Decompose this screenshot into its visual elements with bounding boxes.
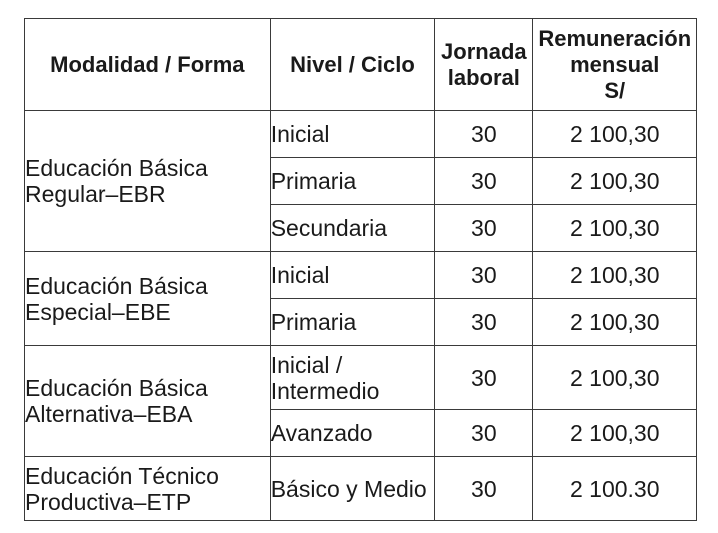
header-remuneracion <box>533 19 697 111</box>
jornada-cell: 30 <box>435 299 533 346</box>
header-jornada <box>435 19 533 111</box>
jornada-cell: 30 <box>435 158 533 205</box>
jornada-cell: 30 <box>435 346 533 410</box>
remuneracion-cell: 2 100,30 <box>533 410 697 457</box>
nivel-label: Secundaria <box>270 215 388 241</box>
table-row <box>25 111 697 158</box>
nivel-cell <box>270 205 434 252</box>
jornada-cell: 30 <box>435 252 533 299</box>
remuneracion-cell: 2 100,30 <box>533 299 697 346</box>
nivel-cell <box>270 410 434 457</box>
header-remuneracion-text: Remuneración mensual S/ <box>538 25 692 103</box>
nivel-label: Inicial / Intermedio <box>270 351 380 404</box>
nivel-label: Primaria <box>270 309 357 335</box>
nivel-label: Avanzado <box>270 420 373 446</box>
header-nivel: Nivel / Ciclo <box>270 19 434 111</box>
modalidad-cell <box>25 346 271 457</box>
table-row <box>25 346 697 410</box>
remuneracion-cell: 2 100.30 <box>533 457 697 521</box>
nivel-label: Básico y Medio <box>270 475 427 502</box>
nivel-label: Inicial <box>270 262 330 288</box>
remuneracion-cell: 2 100,30 <box>533 111 697 158</box>
nivel-cell <box>270 158 434 205</box>
modalidad-cell <box>25 457 271 521</box>
modalidad-label: Educación Básica Alternativa–EBA <box>25 375 208 427</box>
jornada-cell: 30 <box>435 111 533 158</box>
modalidad-label: Educación Técnico Productiva–ETP <box>25 462 219 515</box>
table-header-row <box>25 19 697 111</box>
header-jornada-text: Jornada laboral <box>441 38 527 90</box>
modalidad-cell <box>25 111 271 252</box>
nivel-cell <box>270 252 434 299</box>
remuneration-table <box>24 18 697 521</box>
remuneracion-cell: 2 100,30 <box>533 158 697 205</box>
nivel-cell <box>270 457 434 521</box>
remuneracion-cell: 2 100,30 <box>533 346 697 410</box>
jornada-cell: 30 <box>435 457 533 521</box>
nivel-label: Inicial <box>270 121 330 147</box>
nivel-cell <box>270 299 434 346</box>
remuneracion-cell: 2 100,30 <box>533 252 697 299</box>
remuneracion-cell: 2 100,30 <box>533 205 697 252</box>
header-modalidad: Modalidad / Forma <box>25 19 271 111</box>
modalidad-label: Educación Básica Regular–EBR <box>25 155 208 207</box>
nivel-cell <box>270 111 434 158</box>
table-row <box>25 457 697 521</box>
modalidad-cell <box>25 252 271 346</box>
nivel-cell <box>270 346 434 410</box>
jornada-cell: 30 <box>435 410 533 457</box>
table-row <box>25 252 697 299</box>
jornada-cell: 30 <box>435 205 533 252</box>
modalidad-label: Educación Básica Especial–EBE <box>25 272 208 325</box>
nivel-label: Primaria <box>270 168 357 194</box>
